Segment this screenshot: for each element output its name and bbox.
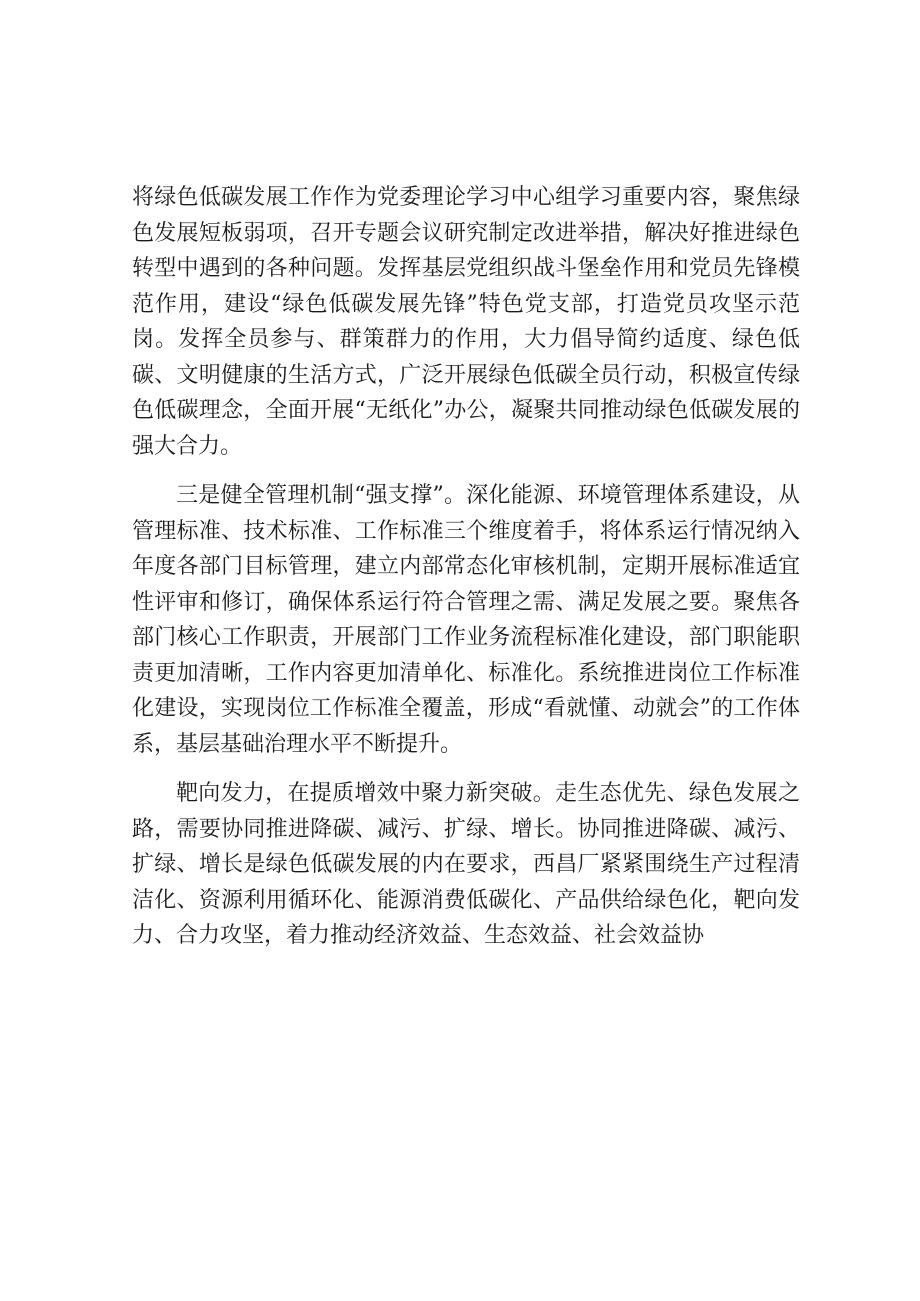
document-body (132, 180, 800, 968)
paragraph-management-mechanism: 三是健全管理机制“强支撑”。深化能源、环境管理体系建设，从管理标准、技术标准、工作标准三个维度着手，将体系运行情况纳入年度各部门目标管理，建立内部常态化审核机制，定期开展标准适宜性评审和修订，确保体系运行符合管理之需、满足发展之要。聚焦各部门核心工作职责，开展部门工作业务流程标准化建设，部门职能职责更加清晰，工作内容更加清单化、标准化。系统推进岗位工作标准化建设，实现岗位工作标准全覆盖，形成“看就懂、动就会”的工作体系，基层基础治理水平不断提升。 (132, 483, 800, 757)
paragraph-targeted-efforts: 靶向发力，在提质增效中聚力新突破。走生态优先、绿色发展之路，需要协同推进降碳、减污、扩绿、增长。协同推进降碳、减污、扩绿、增长是绿色低碳发展的内在要求，西昌厂紧紧围绕生产过程清洁化、资源利用循环化、能源消费低碳化、产品供给绿色化，靶向发力、合力攻坚，着力推动经济效益、生态效益、社会效益协 (132, 781, 800, 948)
paragraph-green-lowcarbon-party-building: 将绿色低碳发展工作作为党委理论学习中心组学习重要内容，聚焦绿色发展短板弱项，召开专题会议研究制定改进举措，解决好推进绿色转型中遇到的各种问题。发挥基层党组织战斗堡垒作用和党员先锋模范作用，建设“绿色低碳发展先锋”特色党支部，打造党员攻坚示范岗。发挥全员参与、群策群力的作用，大力倡导简约适度、绿色低碳、文明健康的生活方式，广泛开展绿色低碳全员行动，积极宣传绿色低碳理念，全面开展“无纸化”办公，凝聚共同推动绿色低碳发展的强大合力。 (132, 185, 800, 459)
